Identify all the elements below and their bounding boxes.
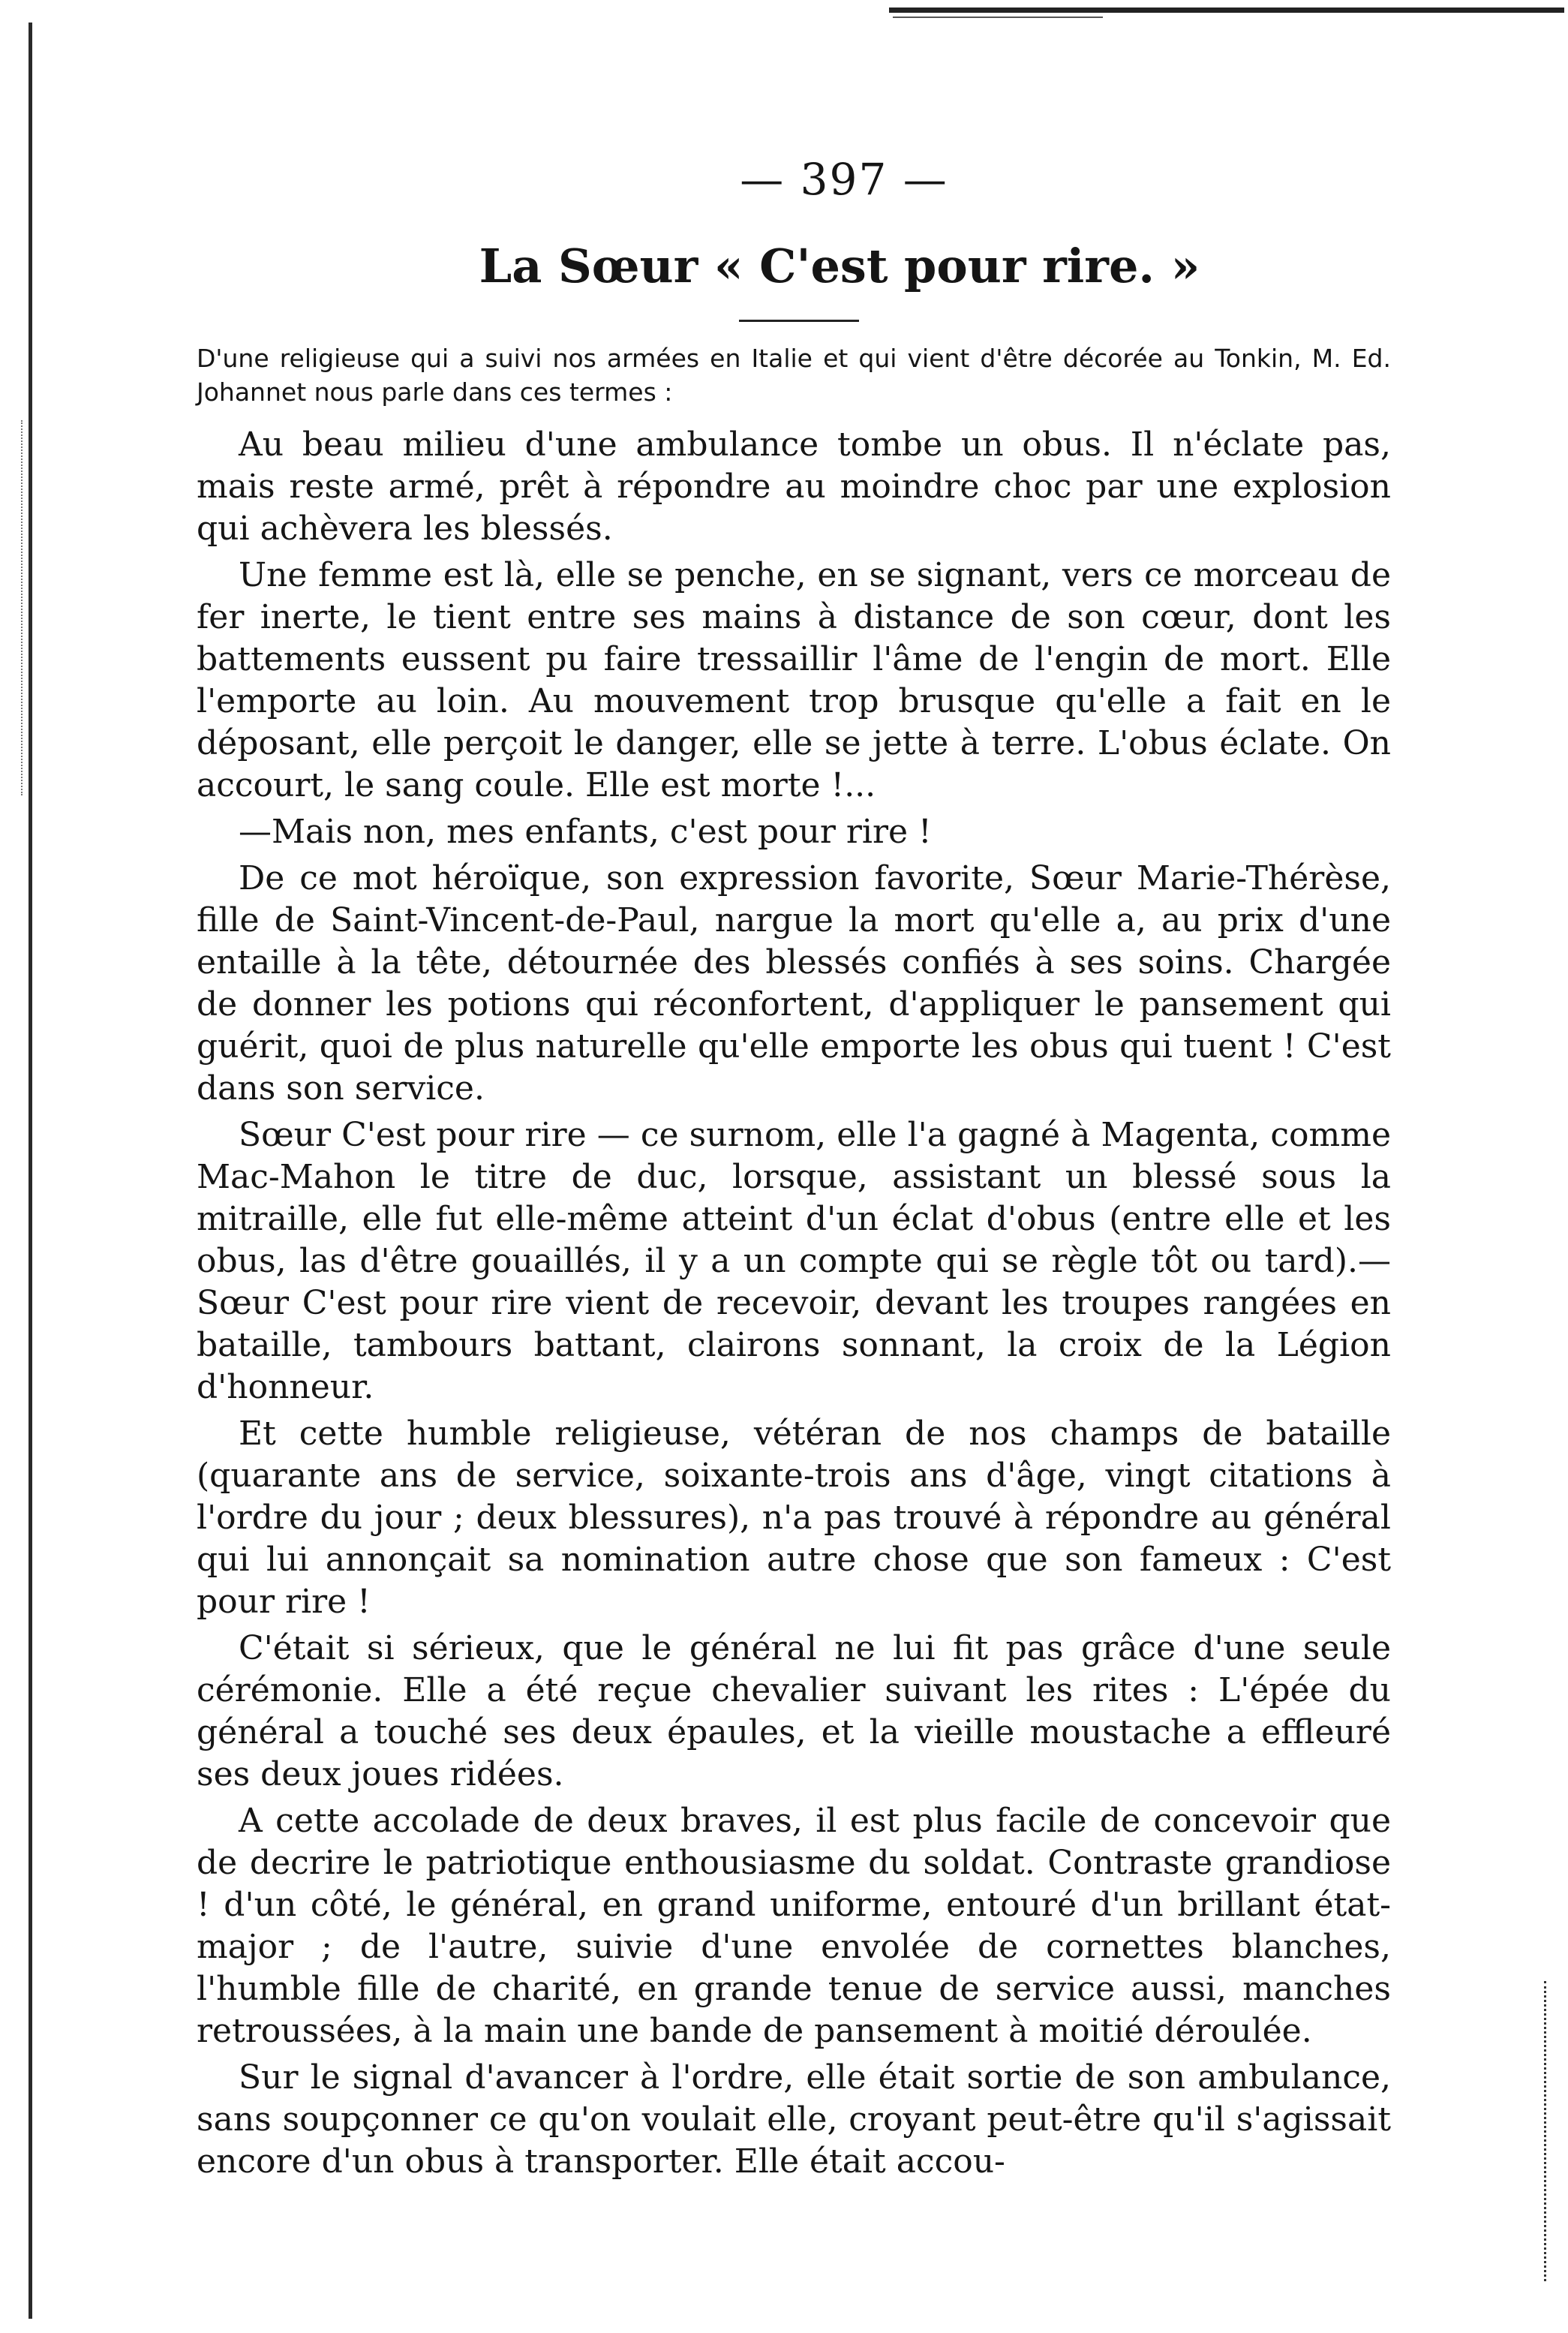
scan-artifact-top bbox=[889, 8, 1564, 13]
paragraph-4: De ce mot héroïque, son expression favorite, Sœur Marie-Thérèse, fille de Saint-Vincent-de-Paul, nargue la mort qu'elle a, au prix d'une entaille à la tête, détournée des blessés confiés à ses soins. Chargée de donner les potions qui réconfortent, d'appliquer le pansement qui guérit, quoi de plus naturelle qu'elle emporte les obus qui tuent ! C'est dans son service. bbox=[197, 859, 1391, 1108]
paragraph-5: Sœur C'est pour rire — ce surnom, elle l'a gagné à Magenta, comme Mac-Mahon le titre de duc, lorsque, assistant un blessé sous la mitraille, elle fut elle-même atteint d'un éclat d'obus (entre elle et les obus, las d'être gouaillés, il y a un compte qui se règle tôt ou tard).—Sœur C'est pour rire vient de recevoir, devant les troupes rangées en bataille, tambours battant, clairons sonnant, la croix de la Légion d'honneur. bbox=[197, 1116, 1391, 1406]
intro-block bbox=[197, 341, 1391, 409]
scan-speckle-left bbox=[21, 420, 29, 795]
paragraph-9: Sur le signal d'avancer à l'ordre, elle était sortie de son ambulance, sans soupçonner ce qu'on voulait elle, croyant peut-être qu'il s'agissait encore d'un obus à transporter. Elle était accou- bbox=[197, 2058, 1391, 2181]
paragraph-3: —Mais non, mes enfants, c'est pour rire ! bbox=[239, 813, 932, 851]
paragraph-6: Et cette humble religieuse, vétéran de nos champs de bataille (quarante ans de service, soixante-trois ans d'âge, vingt citations à l'ordre du jour ; deux blessures), n'a pas trouvé à répondre au général qui lui annonçait sa nomination autre chose que son fameux : C'est pour rire ! bbox=[197, 1415, 1391, 1621]
scan-artifact-top-thin bbox=[893, 17, 1103, 18]
intro-paragraph: D'une religieuse qui a suivi nos armées en Italie et qui vient d'être décorée au Tonkin, M. Ed. Johannet nous parle dans ces termes : bbox=[197, 344, 1391, 407]
page-edge-shadow bbox=[29, 23, 32, 2319]
page-number: — 397 — bbox=[740, 154, 948, 205]
title-divider bbox=[739, 320, 859, 322]
scan-speckle-right bbox=[1544, 1981, 1554, 2281]
paragraph-2: Une femme est là, elle se penche, en se signant, vers ce morceau de fer inerte, le tient entre ses mains à distance de son cœur, dont les battements eussent pu faire tressaillir l'âme de l'engin de mort. Elle l'emporte au loin. Au mouvement trop brusque qu'elle a fait en le déposant, elle perçoit le danger, elle se jette à terre. L'obus éclate. On accourt, le sang coule. Elle est morte !... bbox=[197, 556, 1391, 804]
article-body bbox=[197, 424, 1391, 2187]
paragraph-7: C'était si sérieux, que le général ne lui fit pas grâce d'une seule cérémonie. Elle a été reçue chevalier suivant les rites : L'épée du général a touché ses deux épaules, et la vieille moustache a effleuré ses deux joues ridées. bbox=[197, 1629, 1391, 1793]
paragraph-8: A cette accolade de deux braves, il est plus facile de concevoir que de decrire le patriotique enthousiasme du soldat. Contraste grandiose ! d'un côté, le général, en grand uniforme, entouré d'un brillant état-major ; de l'autre, suivie d'une envolée de cornettes blanches, l'humble fille de charité, en grande tenue de service aussi, manches retroussées, à la main une bande de pansement à moitié déroulée. bbox=[197, 1802, 1391, 2050]
article-title: La Sœur « C'est pour rire. » bbox=[479, 239, 1200, 293]
paragraph-1: Au beau milieu d'une ambulance tombe un obus. Il n'éclate pas, mais reste armé, prêt à répondre au moindre choc par une explosion qui achèvera les blessés. bbox=[197, 425, 1391, 548]
